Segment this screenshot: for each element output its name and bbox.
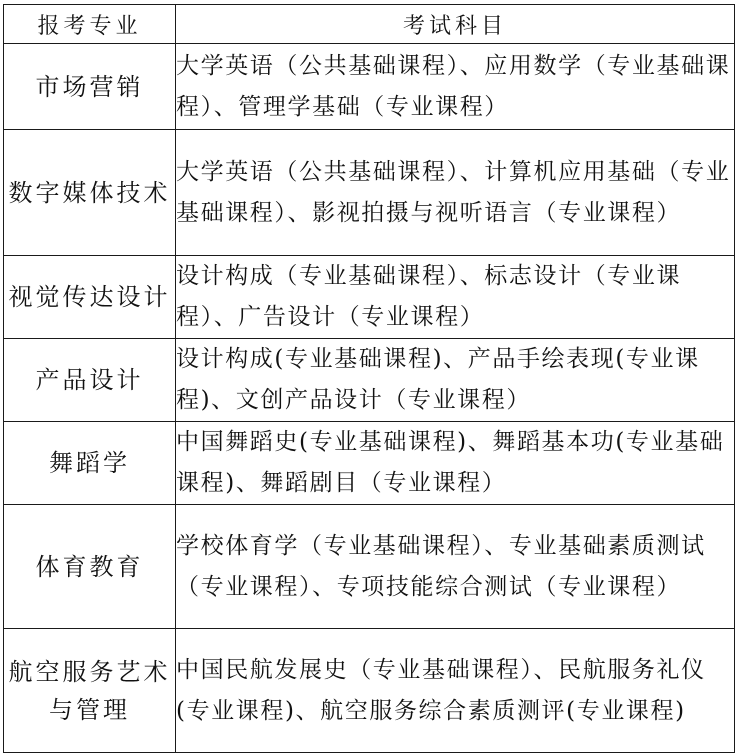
major-cell: 航空服务艺术与管理	[4, 629, 176, 753]
major-cell: 市场营销	[4, 44, 176, 130]
table-row	[4, 422, 735, 505]
major-cell: 数字媒体技术	[4, 130, 176, 256]
table-row	[4, 130, 735, 256]
exam-subjects-table	[3, 4, 735, 753]
major-cell: 舞蹈学	[4, 422, 176, 505]
header-major: 报考专业	[4, 5, 176, 44]
table-row	[4, 44, 735, 130]
header-subjects: 考试科目	[176, 5, 735, 44]
table-row	[4, 629, 735, 753]
subjects-cell: 中国舞蹈史(专业基础课程)、舞蹈基本功(专业基础课程)、舞蹈剧目（专业课程）	[176, 422, 735, 505]
subjects-cell: 中国民航发展史（专业基础课程）、民航服务礼仪(专业课程)、航空服务综合素质测评(专业课程)	[176, 629, 735, 753]
major-cell: 视觉传达设计	[4, 256, 176, 339]
subjects-cell: 学校体育学（专业基础课程）、专业基础素质测试（专业课程）、专项技能综合测试（专业课程）	[176, 505, 735, 629]
table-row	[4, 256, 735, 339]
major-cell: 产品设计	[4, 339, 176, 422]
table-header-row	[4, 5, 735, 44]
subjects-cell: 设计构成(专业基础课程)、产品手绘表现(专业课程)、文创产品设计（专业课程）	[176, 339, 735, 422]
table-row	[4, 505, 735, 629]
major-cell: 体育教育	[4, 505, 176, 629]
subjects-cell: 大学英语（公共基础课程）、应用数学（专业基础课程）、管理学基础（专业课程）	[176, 44, 735, 130]
subjects-cell: 设计构成（专业基础课程）、标志设计（专业课程）、广告设计（专业课程）	[176, 256, 735, 339]
table-row	[4, 339, 735, 422]
subjects-cell: 大学英语（公共基础课程）、计算机应用基础（专业基础课程）、影视拍摄与视听语言（专业课程）	[176, 130, 735, 256]
